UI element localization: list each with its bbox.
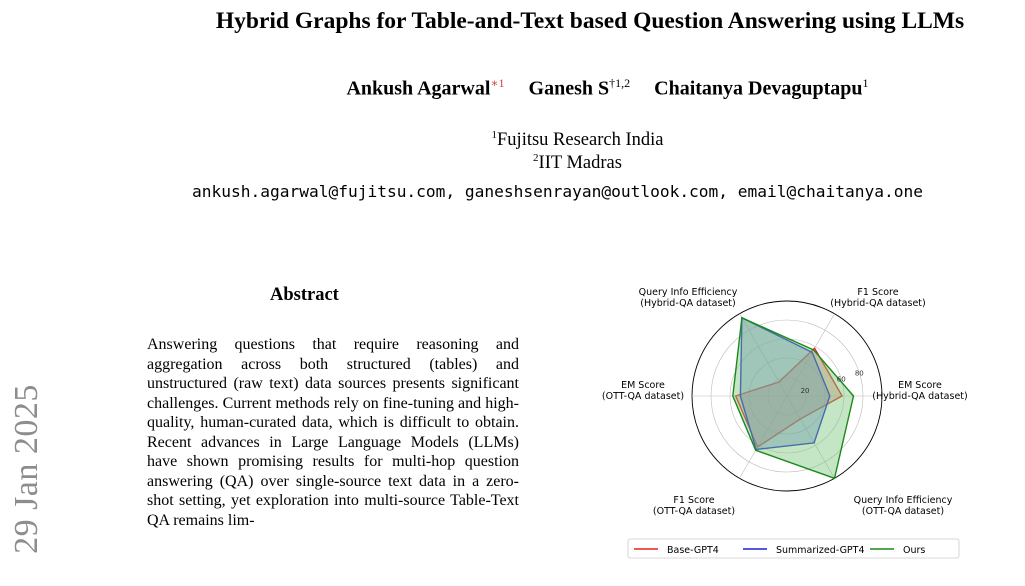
affiliation-name: IIT Madras [538, 153, 622, 174]
radar-axis-label: F1 Score (Hybrid-QA dataset) [830, 287, 926, 309]
radar-axis-label: EM Score (OTT-QA dataset) [601, 380, 685, 402]
author-name: Chaitanya Devaguptapu [654, 77, 863, 100]
abstract-heading: Abstract [270, 285, 339, 305]
radar-tick-label: 60 [836, 375, 846, 384]
author-emails: ankush.agarwal@fujitsu.com, ganeshsenrayan@outlook.com, email@chaitanya.one [192, 182, 923, 201]
paper-title: Hybrid Graphs for Table-and-Text based Question Answering using LLMs [215, 8, 965, 34]
affiliation-number: 1 [491, 129, 498, 141]
affiliation-name: Fujitsu Research India [497, 130, 664, 151]
author-name: Ganesh S [528, 77, 610, 100]
radar-chart [560, 285, 1020, 565]
legend-label: Ours [903, 545, 926, 556]
affiliation [0, 129, 1025, 151]
radar-tick-label: 80 [854, 369, 864, 378]
radar-tick-label: 20 [800, 387, 810, 396]
author-name: Ankush Agarwal [346, 77, 491, 100]
author-mark: 1 [862, 76, 869, 90]
radar-axis-label: EM Score (Hybrid-QA dataset) [872, 380, 968, 402]
legend-label: Base-GPT4 [667, 545, 719, 556]
radar-figure [560, 285, 1020, 565]
radar-axis-label: F1 Score (OTT-QA dataset) [652, 495, 736, 517]
radar-series-ours [733, 318, 854, 479]
author-mark: ∗1 [490, 76, 505, 90]
affiliation-number: 2 [533, 152, 539, 164]
legend-label: Summarized-GPT4 [776, 545, 865, 556]
radar-axis-label: Query Info Efficiency (OTT-QA dataset) [853, 495, 953, 517]
abstract-text: Answering questions that require reasoning and aggregation across both structured (tables) and unstructured (raw text) data sources presents significant challenges. Current methods rely on fine-tuning and high-quality, human-curated data, which is difficult to obtain. Recent advances in Large Language Models (LLMs) have shown promising results for multi-hop question answering (QA) over single-source text data in a zero-shot setting, yet exploration into multi-source Table-Text QA remains lim- [147, 336, 519, 529]
radar-axis-label: Query Info Efficiency (Hybrid-QA dataset) [638, 287, 738, 309]
arxiv-date-stamp: 29 Jan 2025 [8, 384, 45, 554]
author-mark: †1,2 [609, 76, 631, 90]
affiliation [0, 152, 1025, 174]
author-list [0, 76, 1025, 101]
